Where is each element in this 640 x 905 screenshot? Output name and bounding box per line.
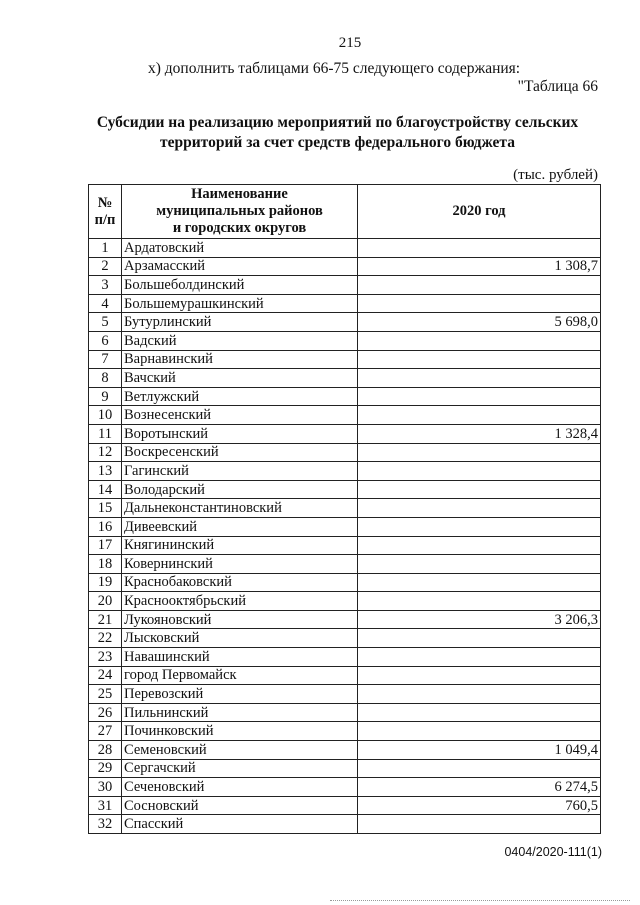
header-number-abbrev: п/п (94, 211, 116, 228)
row-number: 20 (89, 592, 122, 611)
subsidy-value: 5 698,0 (358, 313, 601, 332)
district-name: Ардатовский (122, 239, 358, 258)
district-name: Варнавинский (122, 350, 358, 369)
header-name-line-1: Наименование (191, 186, 288, 202)
subsidy-value (358, 666, 601, 685)
subsidy-value (358, 462, 601, 481)
row-number: 15 (89, 499, 122, 518)
table-body (89, 239, 601, 834)
subsidy-value (358, 331, 601, 350)
row-number: 18 (89, 555, 122, 574)
district-name: Большемурашкинский (122, 294, 358, 313)
district-name: Семеновский (122, 741, 358, 760)
row-number: 11 (89, 424, 122, 443)
subsidy-value (358, 294, 601, 313)
table-row (89, 350, 601, 369)
table-row (89, 703, 601, 722)
page-number: 215 (338, 35, 362, 51)
subsidy-value (358, 629, 601, 648)
district-name: Лукояновский (122, 610, 358, 629)
table-row (89, 815, 601, 834)
table-row (89, 313, 601, 332)
subsidy-value (358, 648, 601, 667)
subsidy-value: 6 274,5 (358, 778, 601, 797)
district-name: Воскресенский (122, 443, 358, 462)
subsidy-value (358, 536, 601, 555)
header-number (89, 185, 122, 239)
header-year: 2020 год (358, 185, 601, 239)
table-reference: "Таблица 66 (517, 78, 598, 95)
subsidy-value (358, 480, 601, 499)
district-name: Гагинский (122, 462, 358, 481)
table-row (89, 555, 601, 574)
table-row (89, 648, 601, 667)
subsidy-table (88, 184, 601, 834)
district-name: Сеченовский (122, 778, 358, 797)
district-name: Вознесенский (122, 406, 358, 425)
table-row (89, 406, 601, 425)
district-name: Вачский (122, 369, 358, 388)
district-name: Большеболдинский (122, 276, 358, 295)
subsidy-value (358, 703, 601, 722)
subsidy-value (358, 815, 601, 834)
row-number: 12 (89, 443, 122, 462)
table-row (89, 778, 601, 797)
header-name-line-3: и городских округов (172, 220, 307, 236)
table-row (89, 796, 601, 815)
footer-divider (330, 900, 630, 902)
header-name (122, 185, 358, 239)
table-row (89, 536, 601, 555)
district-name: Вадский (122, 331, 358, 350)
subsidy-value (358, 369, 601, 388)
table-header-row (89, 185, 601, 239)
district-name: Лысковский (122, 629, 358, 648)
document-title-line-2: территорий за счет средств федерального бюджета (160, 134, 515, 151)
subsidy-value: 1 049,4 (358, 741, 601, 760)
subsidy-value (358, 685, 601, 704)
district-name: Краснобаковский (122, 573, 358, 592)
row-number: 32 (89, 815, 122, 834)
subsidy-value (358, 350, 601, 369)
subsidy-value (358, 555, 601, 574)
district-name: Спасский (122, 815, 358, 834)
district-name: город Первомайск (122, 666, 358, 685)
district-name: Бутурлинский (122, 313, 358, 332)
subsidy-value (358, 759, 601, 778)
subsidy-value (358, 443, 601, 462)
subsidy-value: 3 206,3 (358, 610, 601, 629)
table-row (89, 257, 601, 276)
table-row (89, 610, 601, 629)
district-name: Починковский (122, 722, 358, 741)
header-number-symbol: № (97, 194, 113, 211)
district-name: Ветлужский (122, 387, 358, 406)
table-row (89, 573, 601, 592)
district-name: Сосновский (122, 796, 358, 815)
row-number: 21 (89, 610, 122, 629)
subsidy-value (358, 592, 601, 611)
row-number: 27 (89, 722, 122, 741)
district-name: Пильнинский (122, 703, 358, 722)
district-name: Перевозский (122, 685, 358, 704)
document-title (75, 113, 600, 153)
district-name: Володарский (122, 480, 358, 499)
table-row (89, 685, 601, 704)
document-title-line-1: Субсидии на реализацию мероприятий по благоустройству сельских (96, 114, 579, 131)
subsidy-value (358, 517, 601, 536)
table-row (89, 424, 601, 443)
table-row (89, 331, 601, 350)
row-number: 25 (89, 685, 122, 704)
table-row (89, 722, 601, 741)
district-name: Княгининский (122, 536, 358, 555)
table-row (89, 592, 601, 611)
row-number: 30 (89, 778, 122, 797)
subsidy-value (358, 499, 601, 518)
row-number: 29 (89, 759, 122, 778)
district-name: Дальнеконстантиновский (122, 499, 358, 518)
table-row (89, 629, 601, 648)
row-number: 23 (89, 648, 122, 667)
row-number: 1 (89, 239, 122, 258)
row-number: 24 (89, 666, 122, 685)
subsidy-value (358, 722, 601, 741)
row-number: 6 (89, 331, 122, 350)
table-row (89, 480, 601, 499)
table-row (89, 499, 601, 518)
row-number: 19 (89, 573, 122, 592)
row-number: 22 (89, 629, 122, 648)
table-row (89, 462, 601, 481)
table-row (89, 276, 601, 295)
row-number: 26 (89, 703, 122, 722)
row-number: 28 (89, 741, 122, 760)
row-number: 31 (89, 796, 122, 815)
district-name: Дивеевский (122, 517, 358, 536)
row-number: 7 (89, 350, 122, 369)
row-number: 13 (89, 462, 122, 481)
table-row (89, 759, 601, 778)
row-number: 4 (89, 294, 122, 313)
row-number: 5 (89, 313, 122, 332)
subsidy-value: 760,5 (358, 796, 601, 815)
subsidy-value (358, 406, 601, 425)
subsidy-value (358, 387, 601, 406)
table-row (89, 741, 601, 760)
table-row (89, 387, 601, 406)
row-number: 2 (89, 257, 122, 276)
district-name: Ковернинский (122, 555, 358, 574)
row-number: 10 (89, 406, 122, 425)
row-number: 9 (89, 387, 122, 406)
table-row (89, 294, 601, 313)
row-number: 17 (89, 536, 122, 555)
header-name-line-2: муниципальных районов (156, 203, 323, 219)
subsidy-value: 1 328,4 (358, 424, 601, 443)
table-row (89, 666, 601, 685)
subsidy-value (358, 239, 601, 258)
row-number: 8 (89, 369, 122, 388)
district-name: Сергачский (122, 759, 358, 778)
document-code: 0404/2020-111(1) (504, 845, 602, 859)
district-name: Краснооктябрьский (122, 592, 358, 611)
district-name: Воротынский (122, 424, 358, 443)
subsidy-value: 1 308,7 (358, 257, 601, 276)
table-row (89, 517, 601, 536)
table-row (89, 239, 601, 258)
subsidy-value (358, 276, 601, 295)
row-number: 3 (89, 276, 122, 295)
units-label: (тыс. рублей) (513, 167, 598, 183)
table-row (89, 369, 601, 388)
intro-text: х) дополнить таблицами 66-75 следующего содержания: (148, 60, 521, 77)
table-row (89, 443, 601, 462)
row-number: 16 (89, 517, 122, 536)
subsidy-value (358, 573, 601, 592)
row-number: 14 (89, 480, 122, 499)
district-name: Арзамасский (122, 257, 358, 276)
district-name: Навашинский (122, 648, 358, 667)
